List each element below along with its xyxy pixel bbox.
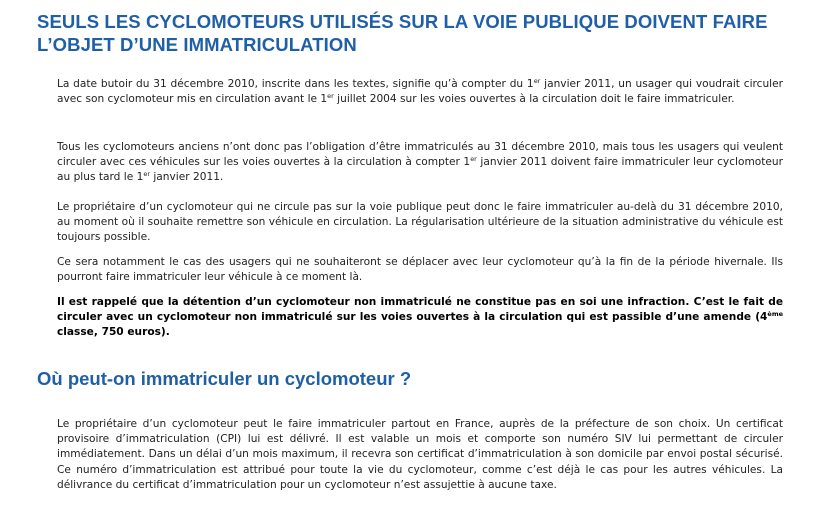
paragraph-reminder-text-b: classe, 750 euros).: [57, 326, 170, 339]
paragraph-deadline-text-b: janvier 2011, un usager qui voudrait circuler avec son cyclomoteur mis en circulation avant le 1: [57, 78, 783, 106]
section-1-title-line-2: L’OBJET D’UNE IMMATRICULATION: [37, 34, 357, 55]
paragraph-reminder-text-a: Il est rappelé que la détention d’un cyclomoteur non immatriculé ne constitue pas en soi une infraction. C’est le fait de circuler avec un cyclomoteur non immatriculé sur les voies ouvertes à la circulation qui est passible d’une amende (4: [57, 296, 783, 324]
section-1-title: [37, 10, 807, 56]
paragraph-deadline-text-c: juillet 2004 sur les voies ouvertes à la circulation doit le faire immatriculer.: [333, 93, 735, 106]
superscript-er: er: [470, 155, 477, 164]
section-1-title-line-1: SEULS LES CYCLOMOTEURS UTILISÉS SUR LA VOIE PUBLIQUE DOIVENT FAIRE: [37, 11, 768, 32]
superscript-eme: ème: [767, 310, 783, 319]
paragraph-owner-not-circulating: Le propriétaire d’un cyclomoteur qui ne circule pas sur la voie publique peut donc le faire immatriculer au-delà du 31 décembre 2010, au moment où il souhaite remettre son véhicule en circulation. La régularisation ultérieure de la situation administrative du véhicule est toujours possible.: [57, 201, 783, 244]
paragraph-reminder-infraction: [57, 295, 783, 341]
section-2-title: Où peut-on immatriculer un cyclomoteur ?: [37, 368, 412, 389]
paragraph-old-mopeds: [57, 140, 783, 186]
paragraph-where-to-register: Le propriétaire d’un cyclomoteur peut le faire immatriculer partout en France, auprès de la préfecture de son choix. Un certificat provisoire d’immatriculation (CPI) lui est délivré. Il est valable un mois et comporte son numéro SIV lui permettant de circuler immédiatement. Dans un délai d’un mois maximum, il recevra son certificat d’immatriculation à son domicile par envoi postal sécurisé. Ce numéro d’immatriculation est attribué pour toute la vie du cyclomoteur, comme c’est déjà le cas pour les autres véhicules. La délivrance du certificat d’immatriculation pour un cyclomoteur n’est assujettie à aucune taxe.: [57, 418, 783, 491]
paragraph-old-mopeds-text-c: janvier 2011.: [150, 171, 224, 184]
paragraph-winter-users: Ce sera notamment le cas des usagers qui ne souhaiteront se déplacer avec leur cyclomoteur qu’à la fin de la période hivernale. Ils pourront faire immatriculer leur véhicule à ce moment là.: [57, 256, 783, 284]
paragraph-old-mopeds-text-b: janvier 2011 doivent faire immatriculer leur cyclomoteur au plus tard le 1: [57, 156, 783, 184]
superscript-er: er: [143, 170, 150, 179]
paragraph-deadline-text-a: La date butoir du 31 décembre 2010, inscrite dans les textes, signifie qu’à compter du 1: [57, 78, 534, 90]
paragraph-old-mopeds-text-a: Tous les cyclomoteurs anciens n’ont donc pas l’obligation d’être immatriculés au 31 décembre 2010, mais tous les usagers qui veulent circuler avec ces véhicules sur les voies ouvertes à la circulation à compter 1: [57, 141, 783, 169]
superscript-er: er: [327, 92, 334, 101]
paragraph-deadline: [57, 77, 783, 107]
superscript-er: er: [533, 77, 541, 85]
